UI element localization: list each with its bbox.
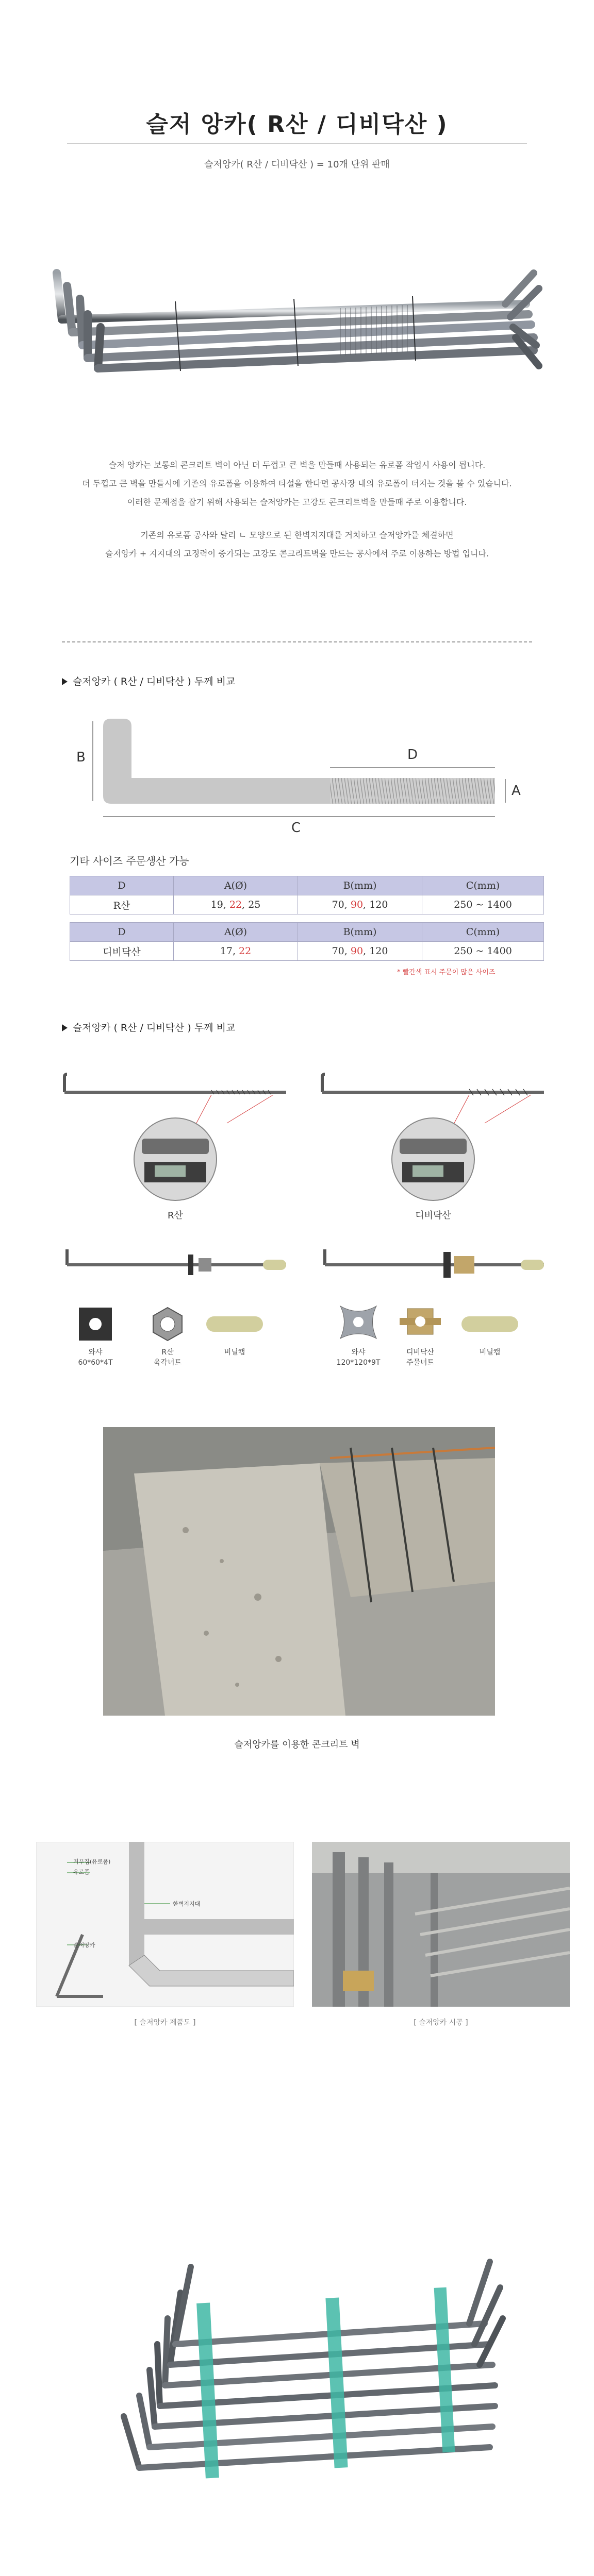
table-header-cell: A(Ø) — [174, 876, 298, 895]
table-r-san — [70, 876, 544, 914]
part-washer-r: 와샤 60*60*4T — [78, 1348, 113, 1367]
section1-heading — [62, 674, 235, 688]
db-san-assembly-image — [315, 1236, 552, 1298]
intro-line: 이러한 문제점을 잡기 위해 사용되는 슬저앙카는 고강도 콘크리트벽을 만들때 주로 이용합니다. — [127, 497, 467, 507]
table-cell-b: 70, 90, 120 — [298, 895, 422, 914]
part-nut-db: 디비닥산 주물너트 — [406, 1348, 435, 1367]
intro-line: 슬저앙카 + 지지대의 고정력이 증가되는 고강도 콘크리트벽을 만드는 공사에서 주로 이용하는 방법 입니다. — [105, 549, 489, 558]
bundled-anchors-photo — [108, 2200, 510, 2509]
table-cell-a: 17, 22 — [174, 942, 298, 961]
triangle-bullet-icon — [62, 678, 68, 685]
intro-spacer — [0, 512, 594, 526]
washer-square-icon — [75, 1303, 116, 1345]
table-header-cell: A(Ø) — [174, 923, 298, 942]
r-san-assembly-image — [57, 1236, 294, 1298]
install-site-photo — [312, 1842, 570, 2007]
install-photo-caption: [ 슬저앙카 시공 ] — [414, 2019, 468, 2027]
diagram-label-support: 한벽지지대 — [173, 1901, 201, 1907]
diagram-label-form: 거푸집(유로폼) — [73, 1858, 111, 1865]
table-header-cell: D — [70, 876, 174, 895]
popular-size-note: * 빨간색 표시 주문이 많은 사이즈 — [397, 969, 496, 976]
diagram-label-anchor: 슬저앙카 — [73, 1942, 95, 1948]
page-title: 슬저 앙카( R산 / 디비닥산 ) — [146, 111, 448, 138]
table-cell-label: 디비닥산 — [70, 942, 174, 961]
r-san-rod-image — [57, 1056, 294, 1206]
dim-d-label: D — [407, 747, 418, 762]
table-header-row — [70, 876, 544, 895]
r-san-label: R산 — [168, 1210, 183, 1221]
part-nut-r: R산 육각너트 — [153, 1348, 182, 1367]
title-divider — [67, 143, 527, 144]
section1-heading-text: 슬저앙카 ( R산 / 디비닥산 ) 두께 비교 — [73, 676, 236, 687]
page-subtitle: 슬저앙카( R산 / 디비닥산 ) = 10개 단위 판매 — [204, 159, 390, 170]
part-cap-db: 비닐캡 — [479, 1348, 501, 1357]
table-cell-label: R산 — [70, 895, 174, 914]
dim-a-label: A — [512, 783, 521, 799]
section2-heading-text: 슬저앙카 ( R산 / 디비닥산 ) 두께 비교 — [73, 1022, 236, 1033]
concrete-wall-photo — [103, 1427, 495, 1716]
table-header-cell: B(mm) — [298, 876, 422, 895]
sizes-title: 기타 사이즈 주문생산 가능 — [70, 855, 189, 867]
db-san-label: 디비닥산 — [415, 1210, 451, 1221]
section2-heading — [62, 1020, 235, 1034]
intro-line: 기존의 유로폼 공사와 달리 ㄴ 모양으로 된 한벽지지대를 거치하고 슬저앙카를 체결하면 — [140, 530, 454, 540]
anchor-install-diagram — [36, 1842, 294, 2007]
table-header-row — [70, 923, 544, 942]
table-row — [70, 895, 544, 914]
table-cell-a: 19, 22, 25 — [174, 895, 298, 914]
dim-c-label: C — [291, 820, 301, 836]
db-san-rod-image — [315, 1056, 552, 1206]
wall-photo-caption: 슬저앙카를 이용한 콘크리트 벽 — [234, 1739, 360, 1750]
part-washer-db: 와샤 120*120*9T — [336, 1348, 381, 1367]
table-db-san — [70, 922, 544, 961]
install-diagram-caption: [ 슬저앙카 제품도 ] — [134, 2019, 196, 2027]
intro-line: 슬저 앙카는 보통의 콘크리트 벽이 아닌 더 두껍고 큰 벽을 만들때 사용되는 유로폼 작업시 사용이 됩니다. — [108, 460, 486, 470]
washer-plate-icon — [335, 1298, 382, 1345]
intro-text — [0, 456, 594, 563]
table-header-cell: B(mm) — [298, 923, 422, 942]
diagram-label-euroform: 유로폼 — [73, 1869, 90, 1875]
table-row — [70, 942, 544, 961]
table-cell-b: 70, 90, 120 — [298, 942, 422, 961]
triangle-bullet-icon — [62, 1024, 68, 1031]
section-divider — [62, 641, 532, 642]
cast-nut-icon — [397, 1298, 443, 1345]
hex-nut-icon — [147, 1303, 188, 1345]
intro-line: 더 두껍고 큰 벽을 만들시에 기존의 유로폼을 이용하여 타설을 한다면 공사장 내의 유로폼이 터지는 것을 볼 수 있습니다. — [82, 479, 512, 488]
table-header-cell: C(mm) — [422, 923, 544, 942]
vinyl-cap-icon — [204, 1311, 266, 1337]
table-cell-c: 250 ~ 1400 — [422, 895, 544, 914]
table-header-cell: C(mm) — [422, 876, 544, 895]
table-header-cell: D — [70, 923, 174, 942]
vinyl-cap-icon — [459, 1311, 521, 1337]
dim-b-label: B — [76, 750, 86, 765]
part-cap-r: 비닐캡 — [224, 1348, 245, 1357]
anchor-bundle-image — [52, 242, 542, 412]
table-cell-c: 250 ~ 1400 — [422, 942, 544, 961]
